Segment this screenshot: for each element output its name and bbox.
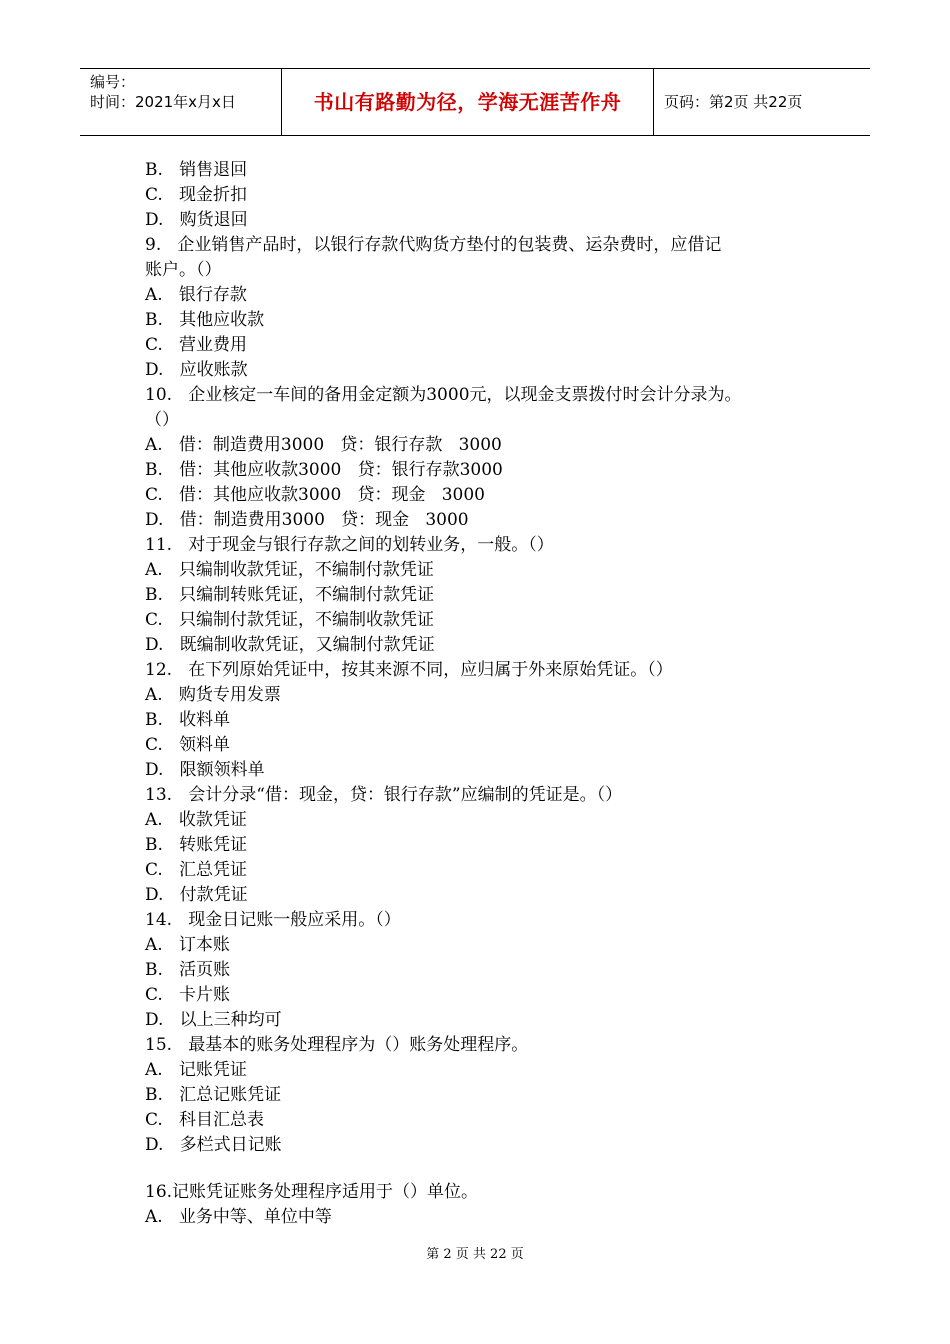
option-line: C. 领料单 bbox=[145, 735, 231, 755]
question-line: 9. 企业销售产品时，以银行存款代购货方垫付的包装费、运杂费时，应借记 bbox=[145, 235, 722, 255]
question-line: 11. 对于现金与银行存款之间的划转业务，一般。（） bbox=[145, 535, 554, 555]
option-line: A. 银行存款 bbox=[145, 285, 247, 305]
document-time-label: 时间：2021年x月x日 bbox=[90, 93, 236, 111]
header-page-info: 页码：第2页 共22页 bbox=[664, 93, 803, 111]
option-line: B. 汇总记账凭证 bbox=[145, 1085, 282, 1105]
option-line: D. 付款凭证 bbox=[145, 885, 248, 905]
option-line: D. 应收账款 bbox=[145, 360, 248, 380]
option-line: C. 营业费用 bbox=[145, 335, 248, 355]
question-line: 13. 会计分录“借：现金，贷：银行存款”应编制的凭证是。（） bbox=[145, 785, 623, 805]
option-line: B. 只编制转账凭证，不编制付款凭证 bbox=[145, 585, 435, 605]
page-footer: 第 2 页 共 22 页 bbox=[426, 1247, 524, 1262]
option-line: C. 卡片账 bbox=[145, 985, 231, 1005]
question-line: 10. 企业核定一车间的备用金定额为3000元，以现金支票拨付时会计分录为。 bbox=[145, 385, 742, 405]
option-line: A. 只编制收款凭证，不编制付款凭证 bbox=[145, 560, 434, 580]
option-line: D. 以上三种均可 bbox=[145, 1010, 282, 1030]
option-line: C. 只编制付款凭证，不编制收款凭证 bbox=[145, 610, 435, 630]
question-line: （） bbox=[145, 410, 179, 430]
text-line: C. 现金折扣 bbox=[145, 185, 248, 205]
header-motto: 书山有路勤为径，学海无涯苦作舟 bbox=[282, 69, 654, 135]
text-line: D. 购货退回 bbox=[145, 210, 248, 230]
document-number-label: 编号： bbox=[90, 73, 136, 91]
option-line: B. 借：其他应收款3000 贷：银行存款3000 bbox=[145, 460, 503, 480]
option-line: C. 科目汇总表 bbox=[145, 1110, 265, 1130]
option-line: B. 转账凭证 bbox=[145, 835, 248, 855]
question-line: 12. 在下列原始凭证中，按其来源不同，应归属于外来原始凭证。（） bbox=[145, 660, 673, 680]
question-line: 账户。（） bbox=[145, 260, 222, 280]
question-line: 15. 最基本的账务处理程序为（）账务处理程序。 bbox=[145, 1035, 529, 1055]
option-line: A. 记账凭证 bbox=[145, 1060, 247, 1080]
option-line: A. 业务中等、单位中等 bbox=[145, 1207, 332, 1227]
option-line: B. 收料单 bbox=[145, 710, 231, 730]
question-line: 16.记账凭证账务处理程序适用于（）单位。 bbox=[145, 1182, 479, 1202]
option-line: B. 活页账 bbox=[145, 960, 231, 980]
option-line: A. 借：制造费用3000 贷：银行存款 3000 bbox=[145, 435, 502, 455]
option-line: C. 汇总凭证 bbox=[145, 860, 248, 880]
option-line: B. 其他应收款 bbox=[145, 310, 265, 330]
option-line: A. 购货专用发票 bbox=[145, 685, 281, 705]
text-line: B. 销售退回 bbox=[145, 160, 248, 180]
option-line: C. 借：其他应收款3000 贷：现金 3000 bbox=[145, 485, 485, 505]
option-line: A. 收款凭证 bbox=[145, 810, 247, 830]
option-line: D. 借：制造费用3000 贷：现金 3000 bbox=[145, 510, 469, 530]
page-header bbox=[80, 68, 870, 136]
option-line: D. 既编制收款凭证，又编制付款凭证 bbox=[145, 635, 435, 655]
option-line: A. 订本账 bbox=[145, 935, 230, 955]
option-line: D. 多栏式日记账 bbox=[145, 1135, 282, 1155]
document-body bbox=[145, 158, 835, 1230]
option-line: D. 限额领料单 bbox=[145, 760, 265, 780]
header-meta-cell bbox=[80, 69, 282, 135]
question-line: 14. 现金日记账一般应采用。（） bbox=[145, 910, 401, 930]
